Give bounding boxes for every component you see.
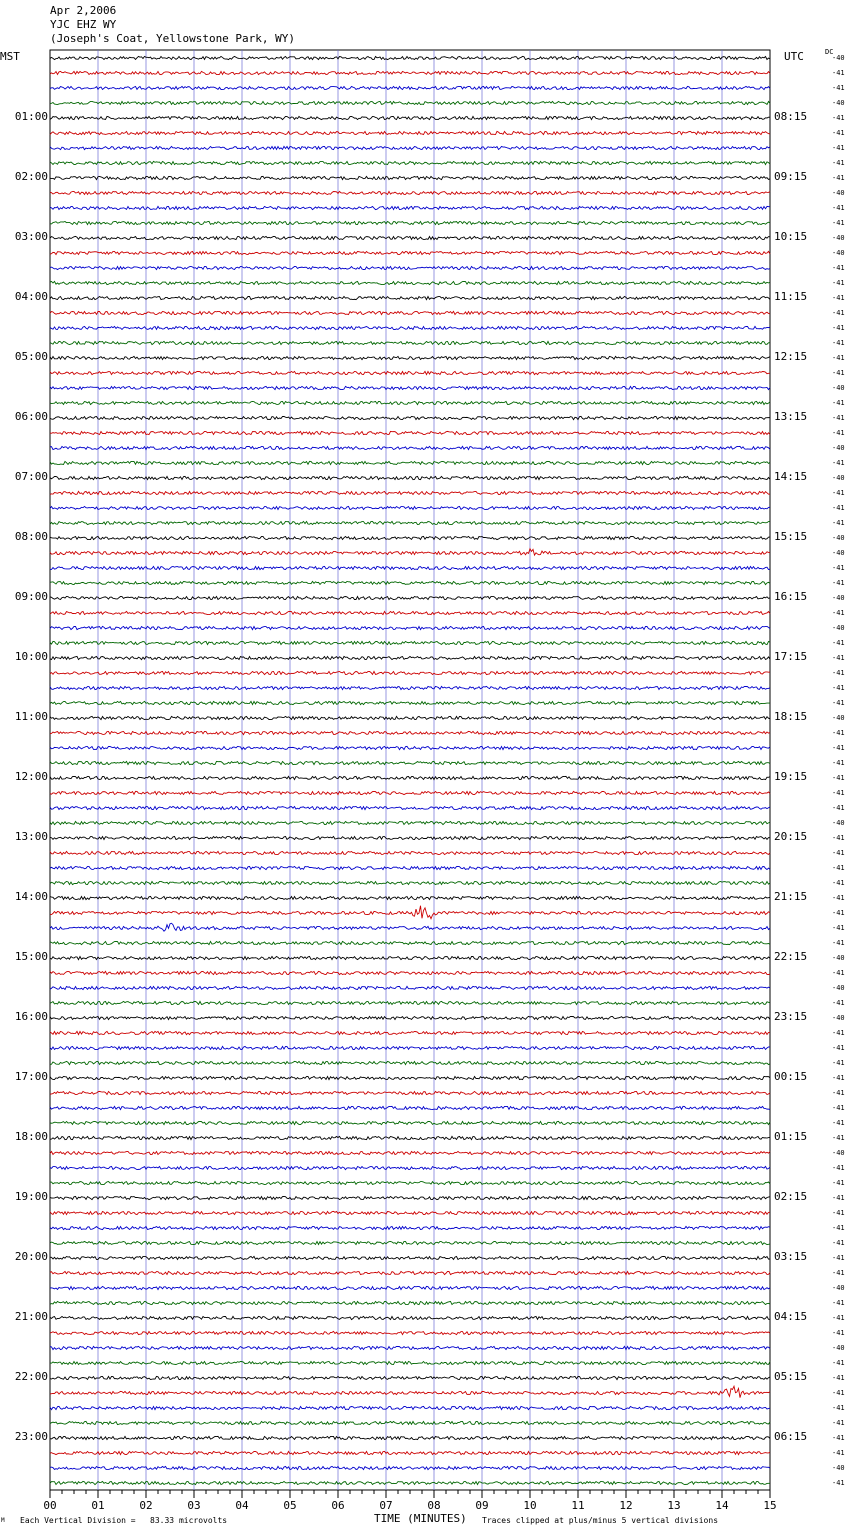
hour-label-right: 20:15 [774,830,808,843]
dc-offset-value: -41 [832,114,845,122]
dc-offset-value: -41 [832,564,845,572]
trace-line [50,791,770,794]
station-code: YJC EHZ WY [50,18,117,31]
hour-label-left: 23:00 [14,1430,48,1443]
dc-offset-value: -41 [832,849,845,857]
clip-note: Traces clipped at plus/minus 5 vertical divisions [482,1516,719,1525]
dc-offset-value: -41 [832,684,845,692]
dc-offset-value: -40 [832,189,845,197]
dc-offset-value: -41 [832,1074,845,1082]
trace-line [50,251,770,254]
trace-line [50,836,770,839]
trace-line [50,1016,770,1019]
dc-offset-value: -41 [832,729,845,737]
trace-line [50,326,770,329]
trace-line [50,596,770,599]
trace-line [50,716,770,719]
dc-offset-value: -41 [832,654,845,662]
dc-offset-value: -41 [832,1224,845,1232]
trace-line [50,806,770,809]
dc-offset-value: -41 [832,1209,845,1217]
trace-line [50,1436,770,1439]
trace-line [50,356,770,359]
hour-label-right: 16:15 [774,590,808,603]
hour-label-left: 04:00 [14,290,48,303]
trace-line [50,1256,770,1259]
hour-label-left: 19:00 [14,1190,48,1203]
dc-offset-value: -41 [832,414,845,422]
dc-offset-value: -41 [832,1164,845,1172]
hour-label-right: 09:15 [774,170,808,183]
trace-line [50,221,770,224]
trace-line [50,281,770,284]
trace-line [50,611,770,614]
hour-label-left: 13:00 [14,830,48,843]
x-tick-label: 00 [43,1499,57,1512]
dc-offset-value: -41 [832,759,845,767]
hour-label-left: 06:00 [14,410,48,423]
dc-offset-value: -40 [832,549,845,557]
hour-label-right: 14:15 [774,470,808,483]
dc-offset-value: -40 [832,54,845,62]
dc-offset-value: -41 [832,69,845,77]
dc-offset-value: -41 [832,1239,845,1247]
x-tick-label: 04 [235,1499,249,1512]
trace-line [50,266,770,269]
hour-label-right: 12:15 [774,350,808,363]
hour-label-right: 02:15 [774,1190,808,1203]
hour-label-left: 12:00 [14,770,48,783]
trace-line [50,1151,770,1154]
dc-offset-value: -41 [832,1104,845,1112]
hour-label-right: 21:15 [774,890,808,903]
hour-label-right: 01:15 [774,1130,808,1143]
trace-line [50,1376,770,1379]
dc-offset-value: -41 [832,579,845,587]
trace-line [50,341,770,344]
x-tick-label: 08 [427,1499,441,1512]
trace-line [50,206,770,209]
dc-offset-value: -41 [832,84,845,92]
dc-offset-value: -41 [832,204,845,212]
dc-offset-value: -41 [832,1134,845,1142]
dc-offset-value: -41 [832,369,845,377]
dc-offset-value: -40 [832,1344,845,1352]
hour-label-right: 13:15 [774,410,808,423]
dc-offset-value: -41 [832,1089,845,1097]
dc-offset-value: -41 [832,999,845,1007]
dc-offset-value: -40 [832,1464,845,1472]
dc-offset-value: -40 [832,954,845,962]
dc-offset-value: -41 [832,1044,845,1052]
hour-label-right: 11:15 [774,290,808,303]
dc-offset-value: -41 [832,609,845,617]
dc-offset-value: -41 [832,129,845,137]
trace-line [50,1046,770,1049]
trace-line [50,1406,770,1409]
hour-label-right: 03:15 [774,1250,808,1263]
corner-mark: M [1,1517,5,1524]
dc-offset-value: -41 [832,144,845,152]
dc-offset-value: -41 [832,264,845,272]
dc-offset-value: -41 [832,339,845,347]
x-axis-title: TIME (MINUTES) [374,1512,467,1525]
dc-offset-value: -41 [832,1479,845,1487]
hour-label-left: 16:00 [14,1010,48,1023]
dc-header-label: DC [825,48,834,56]
trace-line [50,956,770,959]
hour-label-left: 22:00 [14,1370,48,1383]
dc-offset-value: -41 [832,294,845,302]
hour-label-left: 05:00 [14,350,48,363]
dc-offset-value: -41 [832,1269,845,1277]
dc-offset-value: -41 [832,669,845,677]
trace-line [50,1211,770,1214]
x-tick-label: 02 [139,1499,153,1512]
x-tick-label: 12 [619,1499,633,1512]
trace-line [50,701,770,704]
dc-offset-value: -41 [832,309,845,317]
trace-line [50,476,770,479]
dc-offset-value: -41 [832,1314,845,1322]
hour-label-right: 19:15 [774,770,808,783]
trace-line [50,923,770,931]
trace-line [50,491,770,494]
trace-line [50,821,770,824]
trace-line [50,1271,770,1274]
dc-offset-value: -40 [832,534,845,542]
dc-offset-value: -41 [832,1059,845,1067]
trace-line [50,1166,770,1169]
trace-line [50,566,770,569]
dc-offset-value: -41 [832,324,845,332]
dc-offset-value: -41 [832,909,845,917]
trace-line [50,1241,770,1244]
scale-note: Each Vertical Division = 83.33 microvolts [20,1516,228,1525]
hour-label-left: 07:00 [14,470,48,483]
trace-line [50,146,770,149]
trace-line [50,1346,770,1349]
trace-line [50,506,770,509]
hour-label-right: 05:15 [774,1370,808,1383]
x-tick-label: 11 [571,1499,585,1512]
hour-label-left: 17:00 [14,1070,48,1083]
trace-line [50,1451,770,1454]
dc-offset-value: -40 [832,1014,845,1022]
dc-offset-value: -41 [832,1434,845,1442]
dc-offset-value: -41 [832,219,845,227]
x-tick-label: 07 [379,1499,393,1512]
dc-offset-value: -40 [832,1149,845,1157]
dc-offset-value: -41 [832,924,845,932]
dc-offset-value: -41 [832,489,845,497]
x-tick-label: 14 [715,1499,729,1512]
trace-line [50,521,770,524]
trace-line [50,626,770,629]
hour-label-right: 06:15 [774,1430,808,1443]
trace-line [50,1106,770,1109]
trace-line [50,1386,770,1397]
hour-label-left: 02:00 [14,170,48,183]
trace-line [50,1001,770,1004]
trace-line [50,1301,770,1304]
hour-label-right: 10:15 [774,230,808,243]
trace-line [50,1466,770,1469]
trace-line [50,1331,770,1334]
dc-offset-value: -41 [832,1299,845,1307]
trace-line [50,746,770,749]
trace-line [50,986,770,989]
trace-line [50,776,770,779]
trace-line [50,686,770,689]
dc-offset-value: -41 [832,1389,845,1397]
x-tick-label: 06 [331,1499,345,1512]
trace-line [50,671,770,674]
x-tick-label: 13 [667,1499,681,1512]
trace-line [50,906,770,919]
dc-offset-value: -41 [832,519,845,527]
trace-line [50,641,770,644]
trace-line [50,971,770,974]
dc-offset-value: -41 [832,1329,845,1337]
trace-line [50,881,770,884]
dc-offset-value: -41 [832,1179,845,1187]
hour-label-left: 15:00 [14,950,48,963]
trace-line [50,1181,770,1184]
hour-label-left: 18:00 [14,1130,48,1143]
dc-offset-value: -40 [832,99,845,107]
hour-label-left: 14:00 [14,890,48,903]
dc-offset-value: -41 [832,894,845,902]
dc-offset-value: -41 [832,879,845,887]
x-tick-label: 03 [187,1499,201,1512]
trace-line [50,1076,770,1079]
dc-offset-value: -40 [832,624,845,632]
trace-line [50,161,770,164]
dc-offset-value: -40 [832,249,845,257]
trace-line [50,536,770,539]
dc-offset-value: -40 [832,984,845,992]
dc-offset-value: -40 [832,594,845,602]
trace-line [50,236,770,239]
dc-offset-value: -40 [832,714,845,722]
hour-label-right: 04:15 [774,1310,808,1323]
trace-line [50,941,770,944]
hour-label-right: 23:15 [774,1010,808,1023]
trace-line [50,1136,770,1139]
trace-line [50,416,770,419]
trace-line [50,1421,770,1424]
dc-offset-value: -41 [832,1359,845,1367]
dc-offset-value: -41 [832,834,845,842]
trace-line [50,176,770,179]
dc-offset-value: -41 [832,789,845,797]
trace-line [50,1031,770,1034]
dc-offset-value: -41 [832,1119,845,1127]
trace-line [50,386,770,389]
trace-line [50,191,770,194]
dc-offset-value: -41 [832,864,845,872]
hour-label-right: 17:15 [774,650,808,663]
hour-label-right: 18:15 [774,710,808,723]
trace-line [50,1061,770,1064]
trace-line [50,549,770,555]
dc-offset-value: -41 [832,459,845,467]
trace-line [50,311,770,314]
dc-offset-value: -41 [832,639,845,647]
trace-line [50,86,770,89]
dc-offset-value: -41 [832,354,845,362]
dc-offset-value: -41 [832,1419,845,1427]
trace-line [50,1361,770,1364]
trace-line [50,1226,770,1229]
dc-offset-value: -41 [832,504,845,512]
trace-line [50,101,770,104]
dc-offset-value: -41 [832,699,845,707]
x-tick-label: 10 [523,1499,537,1512]
trace-line [50,71,770,74]
dc-offset-value: -41 [832,969,845,977]
hour-label-right: 08:15 [774,110,808,123]
trace-line [50,116,770,119]
trace-line [50,731,770,734]
dc-offset-value: -40 [832,444,845,452]
trace-line [50,371,770,374]
dc-offset-value: -40 [832,1284,845,1292]
trace-line [50,896,770,899]
trace-line [50,446,770,449]
trace-line [50,461,770,464]
hour-label-left: 21:00 [14,1310,48,1323]
trace-line [50,656,770,659]
trace-line [50,581,770,584]
hour-label-right: 22:15 [774,950,808,963]
hour-label-left: 09:00 [14,590,48,603]
dc-offset-value: -41 [832,399,845,407]
x-tick-label: 01 [91,1499,105,1512]
trace-line [50,761,770,764]
trace-line [50,56,770,59]
dc-offset-value: -41 [832,159,845,167]
trace-line [50,1286,770,1289]
dc-offset-value: -41 [832,1254,845,1262]
x-tick-label: 05 [283,1499,297,1512]
hour-label-right: 15:15 [774,530,808,543]
trace-line [50,1316,770,1319]
dc-offset-value: -41 [832,744,845,752]
left-timezone-label: MST [0,50,20,63]
dc-offset-value: -41 [832,1194,845,1202]
dc-offset-value: -41 [832,1404,845,1412]
trace-line [50,1121,770,1124]
hour-label-left: 20:00 [14,1250,48,1263]
plot-date: Apr 2,2006 [50,4,117,17]
dc-offset-value: -41 [832,429,845,437]
dc-offset-value: -41 [832,279,845,287]
station-location: (Joseph's Coat, Yellowstone Park, WY) [50,32,296,45]
dc-offset-value: -40 [832,234,845,242]
hour-label-left: 01:00 [14,110,48,123]
trace-line [50,1091,770,1094]
trace-line [50,296,770,299]
dc-offset-value: -41 [832,774,845,782]
x-tick-label: 15 [763,1499,777,1512]
hour-label-left: 11:00 [14,710,48,723]
trace-line [50,431,770,434]
dc-offset-value: -40 [832,384,845,392]
trace-line [50,1196,770,1199]
trace-line [50,851,770,854]
hour-label-right: 00:15 [774,1070,808,1083]
dc-offset-value: -41 [832,1029,845,1037]
dc-offset-value: -40 [832,474,845,482]
dc-offset-value: -41 [832,1374,845,1382]
dc-offset-value: -41 [832,174,845,182]
x-tick-label: 09 [475,1499,489,1512]
trace-line [50,131,770,134]
right-timezone-label: UTC [784,50,804,63]
trace-line [50,866,770,869]
hour-label-left: 03:00 [14,230,48,243]
dc-offset-value: -40 [832,819,845,827]
dc-offset-value: -41 [832,939,845,947]
trace-line [50,1481,770,1484]
dc-offset-value: -41 [832,1449,845,1457]
hour-label-left: 08:00 [14,530,48,543]
trace-line [50,401,770,404]
hour-label-left: 10:00 [14,650,48,663]
dc-offset-value: -41 [832,804,845,812]
